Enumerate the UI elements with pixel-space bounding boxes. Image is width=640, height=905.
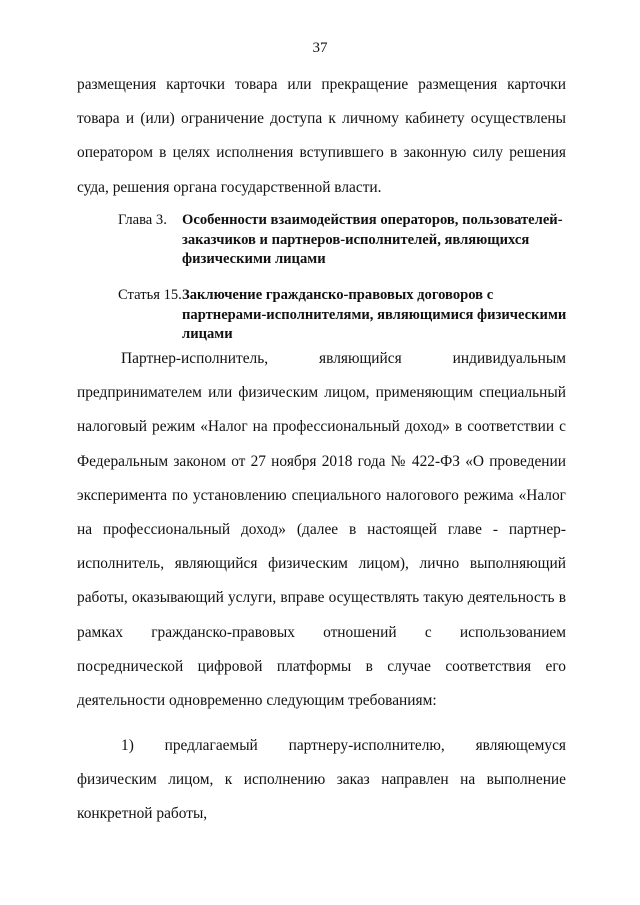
chapter-label: Глава 3. [118,212,167,228]
paragraph-continuation: размещения карточки товара или прекращение размещения карточки товара и (или) ограничение доступа к личному кабинету осуществлены оператором в целях исполнения вступившего в законную силу решения суда, решения органа государственной власти. [77,76,566,196]
list-item-1: 1) предлагаемый партнеру-исполнителю, являющемуся физическим лицом, к исполнению заказ направлен на выполнение конкретной работы, [77,737,566,823]
article-heading [118,286,578,345]
page-number: 37 [312,40,328,56]
paragraph-main: Партнер-исполнитель, являющийся индивидуальным предпринимателем или физическим лицом, применяющим специальный налоговый режим «Налог на профессиональный доход» в соответствии с Федеральным законом от 27 ноября 2018 года № 422-ФЗ «О проведении эксперимента по установлению специального налогового режима «Налог на профессиональный доход» (далее в настоящей главе - партнер-исполнитель, являющийся физическим лицом), лично выполняющий работы, оказывающий услуги, вправе осуществлять такую деятельность в рамках гражданско-правовых отношений с использованием посреднической цифровой платформы в случае соответствия его деятельности одновременно следующим требованиям: [77,350,566,710]
chapter-heading [118,211,578,270]
article-label: Статья 15. [118,287,182,303]
chapter-title: Особенности взаимодействия операторов, пользователей-заказчиков и партнеров-исполнителей, являющихся физическими лицами [182,212,563,267]
article-title: Заключение гражданско-правовых договоров с партнерами-исполнителями, являющимися физическими лицами [182,287,567,342]
